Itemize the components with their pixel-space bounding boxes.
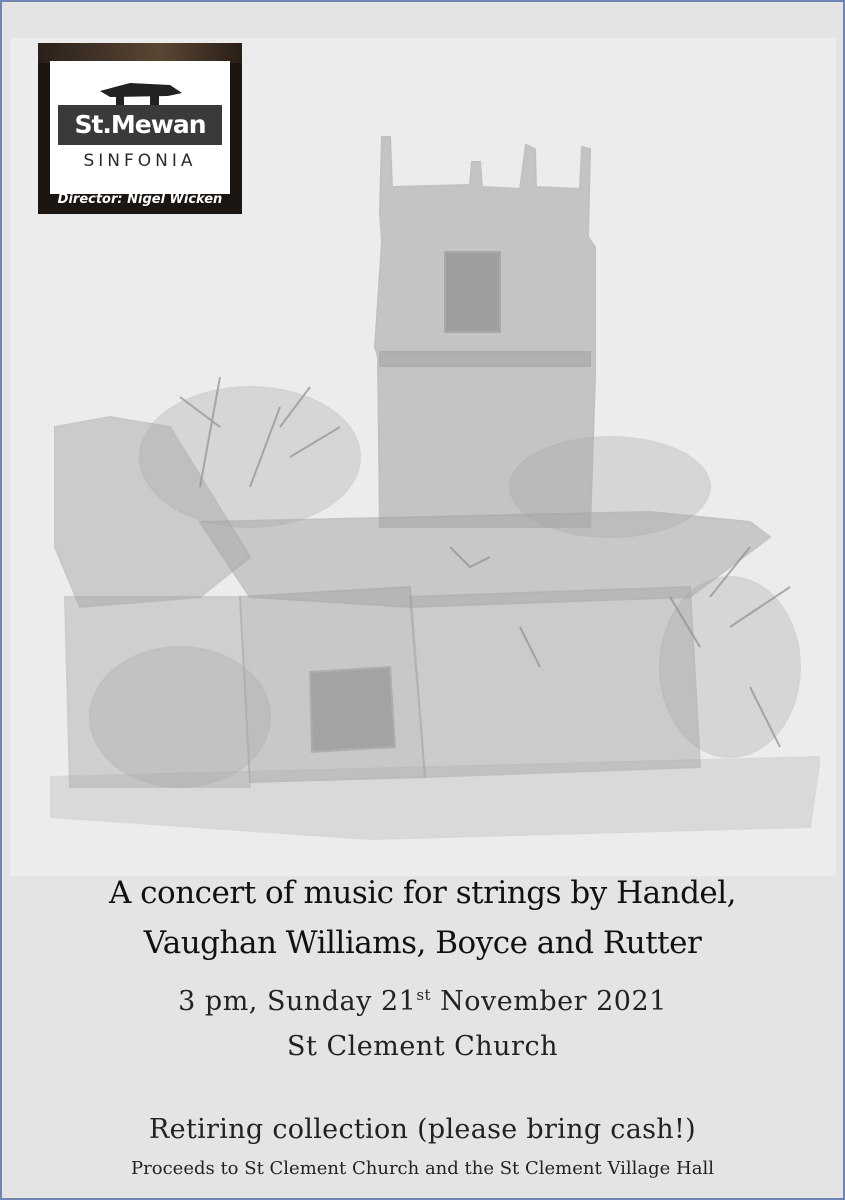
concert-date <box>2 986 843 1017</box>
date-prefix: 3 pm, Sunday 21 <box>178 986 417 1017</box>
church-sketch-illustration <box>50 127 820 847</box>
logo-background-photo <box>38 43 242 63</box>
concert-title-line1: A concert of music for strings by Handel, <box>108 875 737 911</box>
concert-title-line2: Vaughan Williams, Boyce and Rutter <box>143 925 702 961</box>
logo-subtitle: SINFONIA <box>83 151 197 171</box>
collection-headline: Retiring collection (please bring cash!) <box>149 1114 696 1145</box>
st-mewan-sinfonia-logo <box>38 43 242 214</box>
logo-name: St.Mewan <box>74 110 206 139</box>
collection-proceeds: Proceeds to St Clement Church and the St Clement Village Hall <box>131 1158 714 1179</box>
concert-venue: St Clement Church <box>287 1031 558 1062</box>
logo-panel <box>50 61 230 194</box>
logo-director: Director: Nigel Wicken <box>57 192 223 207</box>
date-ordinal-suffix: st <box>416 986 432 1004</box>
date-rest: November 2021 <box>431 986 667 1017</box>
